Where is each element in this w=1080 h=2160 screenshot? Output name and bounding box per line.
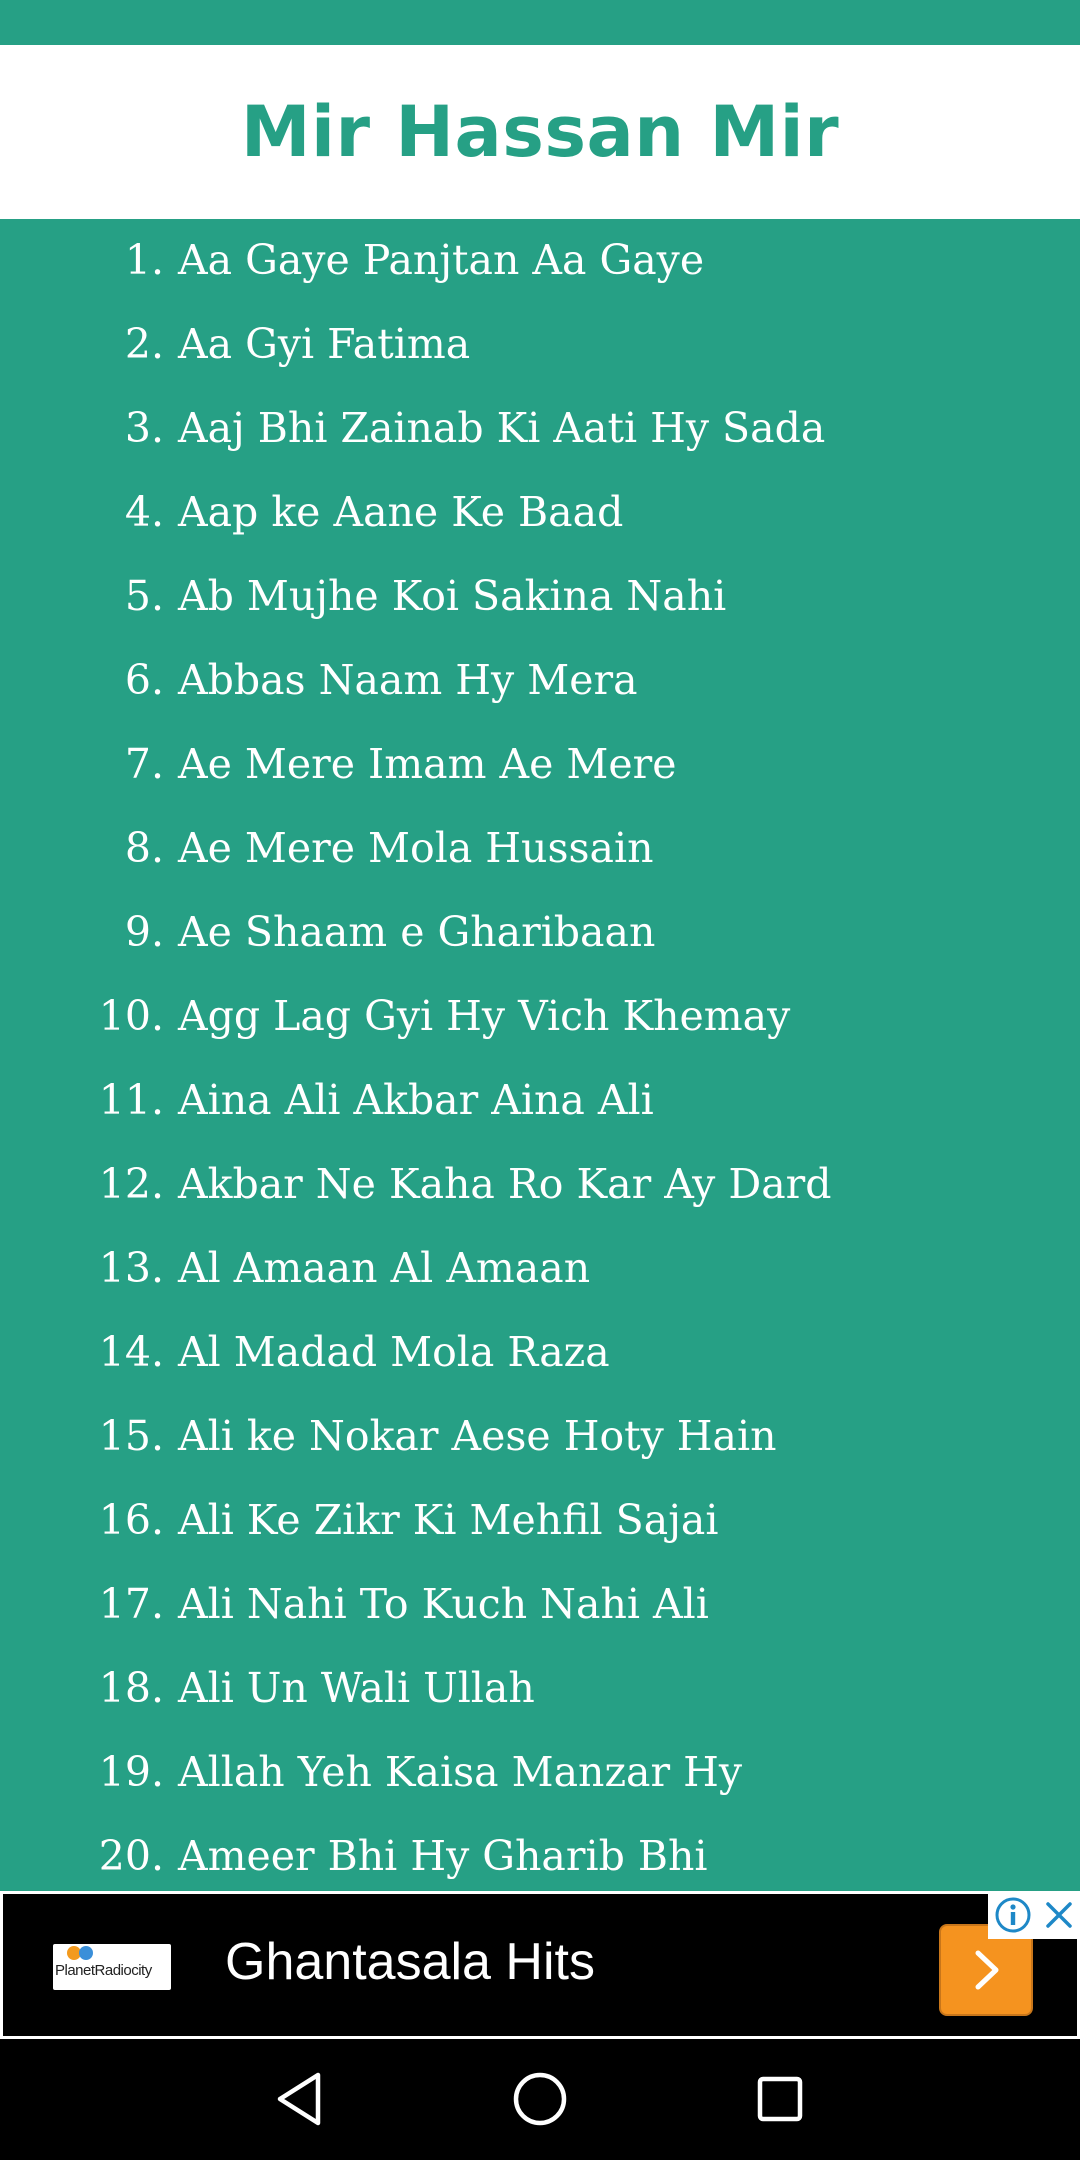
song-title[interactable]: Ali ke Nokar Aese Hoty Hain [178, 1412, 777, 1460]
info-icon[interactable] [993, 1895, 1033, 1935]
song-number: 17. [98, 1580, 164, 1628]
logo-dot-blue [79, 1946, 93, 1960]
song-item[interactable] [0, 638, 1080, 722]
song-number: 5. [124, 572, 164, 620]
song-number: 9. [124, 908, 164, 956]
song-item[interactable] [0, 554, 1080, 638]
home-circle-icon [508, 2067, 572, 2131]
ad-title[interactable]: Ghantasala Hits [225, 1933, 595, 1991]
song-item[interactable] [0, 1226, 1080, 1310]
page-title: Mir Hassan Mir [240, 91, 840, 173]
song-number: 3. [124, 404, 164, 452]
song-title[interactable]: Aaj Bhi Zainab Ki Aati Hy Sada [178, 404, 826, 452]
song-title[interactable]: Akbar Ne Kaha Ro Kar Ay Dard [178, 1160, 832, 1208]
song-item[interactable] [0, 1142, 1080, 1226]
system-nav-bar [0, 2039, 1080, 2160]
song-item[interactable] [0, 1478, 1080, 1562]
song-title[interactable]: Agg Lag Gyi Hy Vich Khemay [178, 992, 791, 1040]
song-number: 20. [98, 1832, 164, 1880]
song-number: 14. [98, 1328, 164, 1376]
song-number: 15. [98, 1412, 164, 1460]
song-item[interactable] [0, 722, 1080, 806]
song-item[interactable] [0, 1058, 1080, 1142]
back-button[interactable] [268, 2067, 332, 2131]
song-number: 4. [124, 488, 164, 536]
song-number: 12. [98, 1160, 164, 1208]
status-bar [0, 0, 1080, 45]
song-item[interactable] [0, 302, 1080, 386]
song-title[interactable]: Aa Gyi Fatima [178, 320, 471, 368]
song-title[interactable]: Abbas Naam Hy Mera [178, 656, 638, 704]
song-number: 1. [124, 236, 164, 284]
song-item[interactable] [0, 974, 1080, 1058]
song-title[interactable]: Aa Gaye Panjtan Aa Gaye [178, 236, 705, 284]
ad-choices[interactable] [988, 1891, 1080, 1939]
song-item[interactable] [0, 1646, 1080, 1730]
song-item[interactable] [0, 1730, 1080, 1814]
recents-square-icon [748, 2067, 812, 2131]
song-number: 16. [98, 1496, 164, 1544]
song-item[interactable] [0, 1394, 1080, 1478]
home-button[interactable] [508, 2067, 572, 2131]
song-title[interactable]: Ae Shaam e Gharibaan [178, 908, 656, 956]
ad-logo [53, 1944, 171, 1990]
song-title[interactable]: Al Amaan Al Amaan [178, 1244, 591, 1292]
recents-button[interactable] [748, 2067, 812, 2131]
song-number: 2. [124, 320, 164, 368]
song-item[interactable] [0, 386, 1080, 470]
song-title[interactable]: Ali Nahi To Kuch Nahi Ali [178, 1580, 709, 1628]
back-triangle-icon [268, 2067, 332, 2131]
song-item[interactable] [0, 1310, 1080, 1394]
song-title[interactable]: Ae Mere Imam Ae Mere [178, 740, 677, 788]
song-item[interactable] [0, 470, 1080, 554]
song-title[interactable]: Aap ke Aane Ke Baad [178, 488, 624, 536]
close-icon[interactable] [1042, 1898, 1076, 1932]
song-title[interactable]: Ab Mujhe Koi Sakina Nahi [178, 572, 727, 620]
song-number: 19. [98, 1748, 164, 1796]
song-number: 7. [124, 740, 164, 788]
song-title[interactable]: Ali Ke Zikr Ki Mehfil Sajai [178, 1496, 719, 1544]
song-number: 18. [98, 1664, 164, 1712]
ad-logo-text: PlanetRadiocity [55, 1962, 152, 1979]
song-number: 11. [98, 1076, 164, 1124]
ad-content[interactable] [3, 1894, 1077, 2036]
song-number: 6. [124, 656, 164, 704]
song-title[interactable]: Ae Mere Mola Hussain [178, 824, 654, 872]
song-title[interactable]: Al Madad Mola Raza [178, 1328, 610, 1376]
song-title[interactable]: Ameer Bhi Hy Gharib Bhi [178, 1832, 708, 1880]
song-number: 13. [98, 1244, 164, 1292]
chevron-right-icon [966, 1945, 1006, 1995]
song-title[interactable]: Aina Ali Akbar Aina Ali [178, 1076, 654, 1124]
song-item[interactable] [0, 219, 1080, 302]
song-item[interactable] [0, 890, 1080, 974]
song-list-container[interactable] [0, 219, 1080, 1891]
song-title[interactable]: Allah Yeh Kaisa Manzar Hy [178, 1748, 743, 1796]
app-header [0, 45, 1080, 219]
song-item[interactable] [0, 806, 1080, 890]
ad-banner[interactable] [0, 1891, 1080, 2039]
song-item[interactable] [0, 1562, 1080, 1646]
song-item[interactable] [0, 1814, 1080, 1891]
song-number: 8. [124, 824, 164, 872]
song-number: 10. [98, 992, 164, 1040]
song-title[interactable]: Ali Un Wali Ullah [178, 1664, 535, 1712]
